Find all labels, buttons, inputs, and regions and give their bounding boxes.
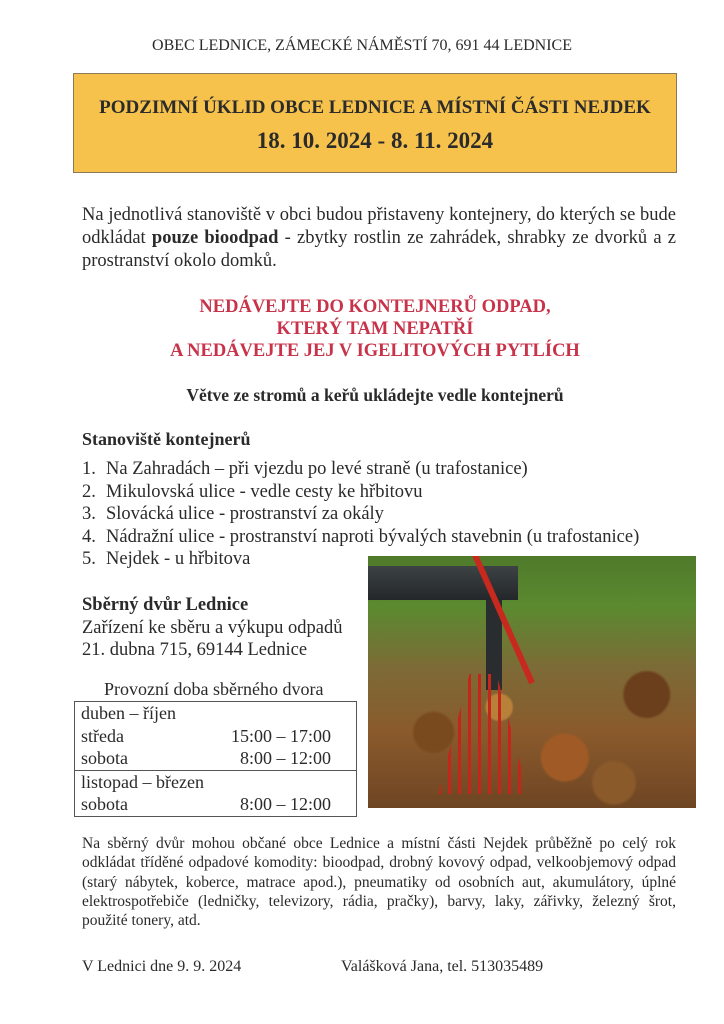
hours-row	[81, 725, 350, 748]
warning-line: NEDÁVEJTE DO KONTEJNERŮ ODPAD,	[199, 297, 551, 317]
hours-table	[74, 701, 357, 817]
branches-note: Větve ze stromů a keřů ukládejte vedle kontejnerů	[186, 385, 564, 405]
banner-title: PODZIMNÍ ÚKLID OBCE LEDNICE A MÍSTNÍ ČÁSTI NEJDEK	[99, 97, 651, 118]
yard-title: Sběrný dvůr Lednice	[82, 595, 249, 615]
warning-block	[0, 296, 724, 362]
item-text: Na Zahradách – při vjezdu po levé straně (u trafostanice)	[106, 459, 528, 479]
list-item	[82, 503, 639, 526]
collection-yard-info	[82, 594, 342, 662]
item-number: 2.	[82, 481, 96, 502]
item-number: 4.	[82, 526, 96, 547]
hours-day: středa	[81, 725, 124, 746]
footer-date: V Lednici dne 9. 9. 2024	[82, 958, 242, 975]
hours-period: duben – říjen	[81, 703, 176, 723]
hours-period: listopad – březen	[81, 771, 204, 792]
item-text: Mikulovská ulice - vedle cesty ke hřbitovu	[106, 481, 423, 502]
hours-row	[81, 793, 350, 816]
yard-notice: Na sběrný dvůr mohou občané obce Lednice a místní části Nejdek průběžně po celý rok odkládat tříděné odpadové komodity: bioodpad, drobný kovový odpad, velkoobjemový odpad (starý nábytek, koberce, matrace apod.), pneumatiky od osobních aut, akumulátory, úplné elektrospotřebiče (ledničky, televizory, rádia, pračky), barvy, laky, zářivky, železný šrot, použité tonery, atd.	[82, 835, 676, 930]
item-text: Nejdek - u hřbitova	[106, 549, 251, 569]
hours-row	[81, 747, 350, 770]
yard-address: 21. dubna 715, 69144 Lednice	[82, 640, 308, 660]
rake-leaves-photo	[368, 556, 696, 808]
item-number: 5.	[82, 549, 96, 569]
hours-day: sobota	[81, 748, 128, 768]
list-item	[82, 526, 639, 549]
intro-text: Na jednotlivá stanoviště v obci budou přistaveny kontejnery, do kterých se bude odkládat	[82, 205, 676, 248]
hours-day: sobota	[81, 794, 128, 814]
item-number: 3.	[82, 504, 96, 524]
title-banner	[73, 73, 677, 173]
intro-bold: pouze bioodpad	[151, 228, 279, 248]
municipality-header: OBEC LEDNICE, ZÁMECKÉ NÁMĚSTÍ 70, 691 44 LEDNICE	[152, 37, 572, 54]
sites-heading: Stanoviště kontejnerů	[82, 429, 251, 449]
rake-icon	[438, 674, 528, 794]
warning-line: KTERÝ TAM NEPATŘÍ	[276, 319, 474, 339]
hours-heading: Provozní doba sběrného dvora	[104, 679, 324, 699]
item-text: Nádražní ulice - prostranství naproti bývalých stavebnin (u trafostanice)	[106, 526, 640, 547]
sites-list	[82, 458, 639, 571]
item-number: 1.	[82, 459, 96, 479]
yard-description: Zařízení ke sběru a výkupu odpadů	[82, 617, 343, 638]
hours-group	[75, 770, 356, 816]
hours-time: 15:00 – 17:00	[230, 725, 331, 746]
hours-time: 8:00 – 12:00	[239, 794, 331, 814]
hours-group	[75, 702, 356, 770]
intro-paragraph	[82, 204, 676, 273]
list-item	[82, 458, 639, 481]
item-text: Slovácká ulice - prostranství za okály	[106, 504, 384, 524]
banner-dates: 18. 10. 2024 - 8. 11. 2024	[256, 128, 494, 153]
footer-contact: Valášková Jana, tel. 513035489	[341, 958, 544, 975]
list-item	[82, 481, 639, 504]
intro-text-end: - zbytky rostlin ze zahrádek, shrabky ze dvorků a z prostranství okolo domků.	[82, 228, 677, 271]
warning-line: A NEDÁVEJTE JEJ V IGELITOVÝCH PYTLÍCH	[170, 341, 580, 361]
hours-time: 8:00 – 12:00	[239, 748, 331, 768]
